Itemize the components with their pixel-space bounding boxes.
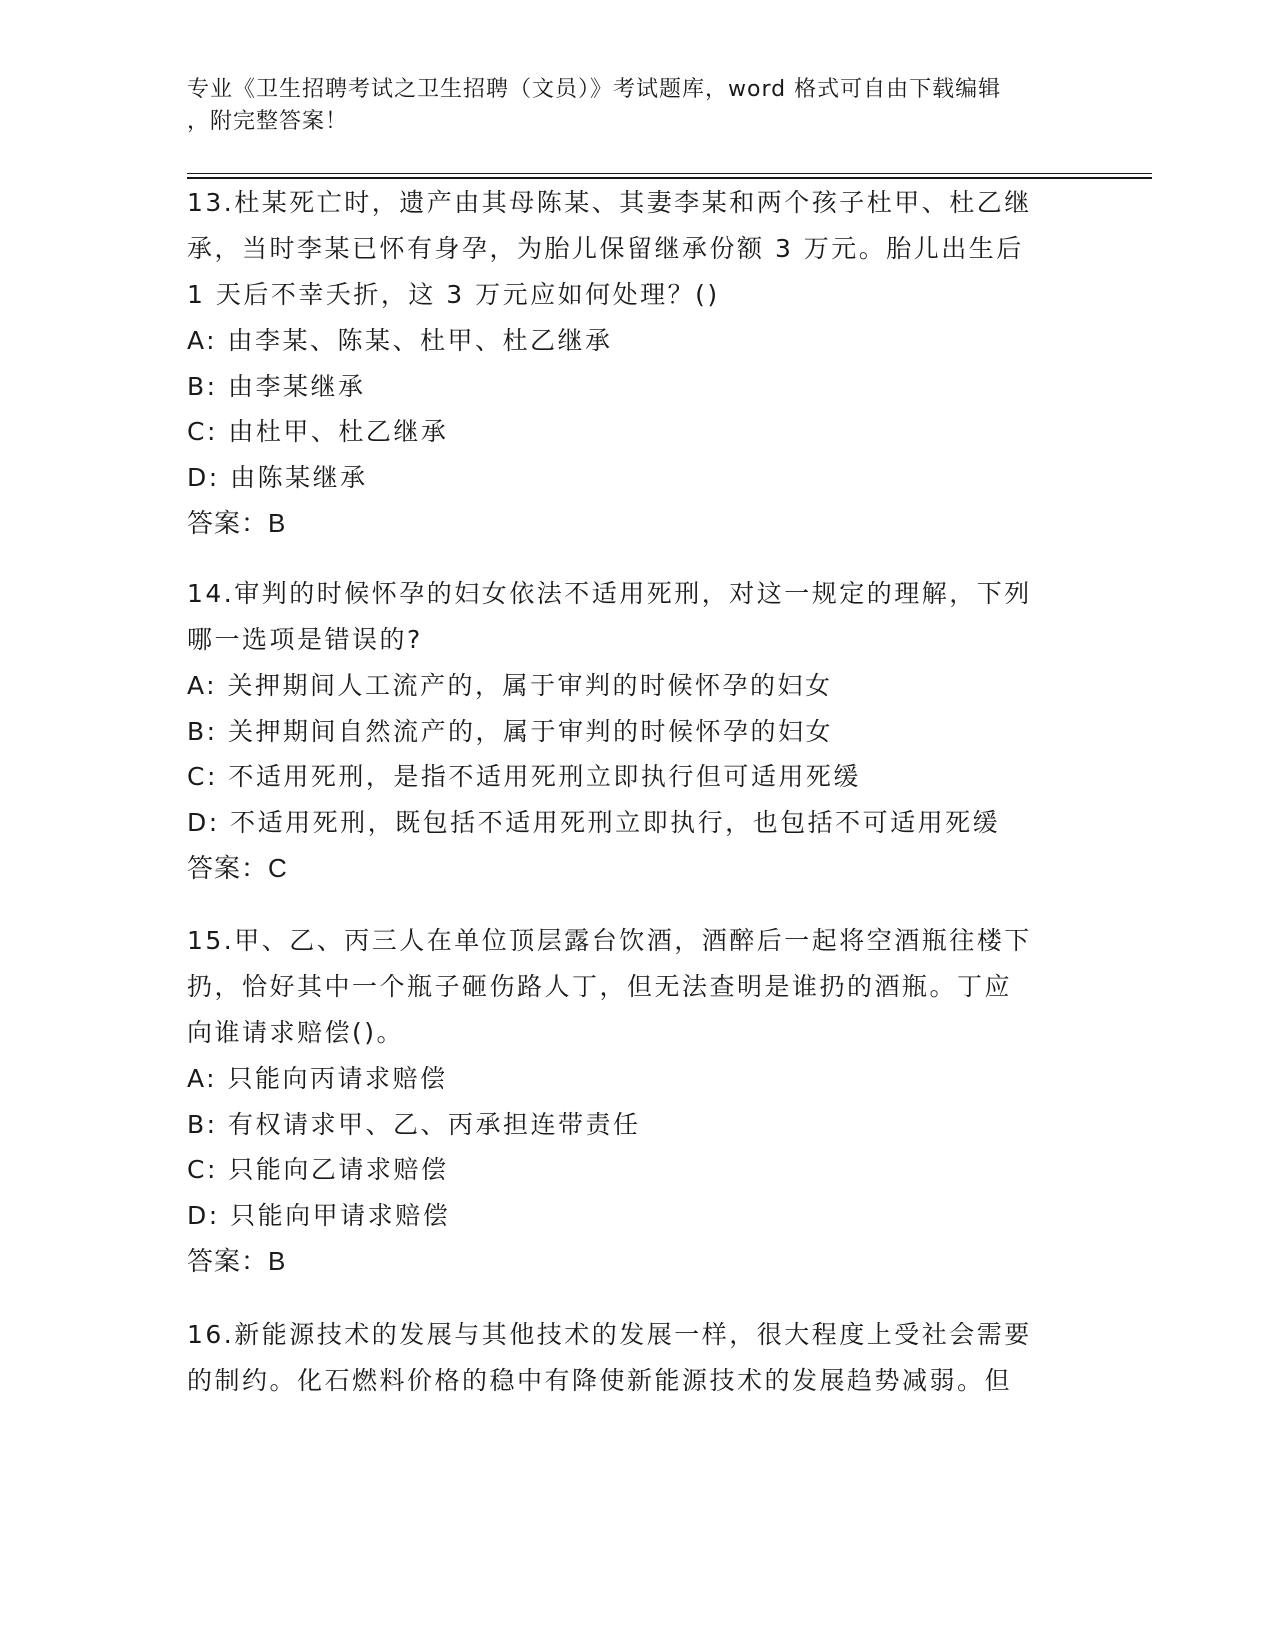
question-stem-line: 扔，恰好其中一个瓶子砸伤路人丁，但无法查明是谁扔的酒瓶。丁应 [187, 972, 1013, 1001]
question-stem-line: 向谁请求赔偿()。 [187, 1018, 405, 1047]
option-d: D: 只能向甲请求赔偿 [187, 1200, 451, 1230]
question-stem-line: 15.甲、乙、丙三人在单位顶层露台饮酒，酒醉后一起将空酒瓶往楼下 [187, 926, 1032, 955]
answer-line: 答案：B [187, 508, 287, 538]
question-stem-line: 承，当时李某已怀有身孕，为胎儿保留继承份额 3 万元。胎儿出生后 [187, 234, 1024, 263]
header-line-2: ，附完整答案！ [187, 109, 349, 134]
option-b: B: 由李某继承 [187, 371, 366, 401]
header-divider-thin [187, 173, 1152, 174]
option-d: D: 由陈某继承 [187, 462, 368, 492]
document-header [187, 74, 1067, 138]
question-stem-line: 哪一选项是错误的? [187, 625, 423, 654]
answer-line: 答案：C [187, 853, 288, 883]
header-divider-thick [187, 177, 1152, 179]
option-c: C: 由杜甲、杜乙继承 [187, 417, 449, 446]
question-stem-line: 14.审判的时候怀孕的妇女依法不适用死刑，对这一规定的理解，下列 [187, 579, 1032, 608]
header-line-1: 专业《卫生招聘考试之卫生招聘（文员）》考试题库，word 格式可自由下载编辑 [187, 77, 1002, 102]
option-a: A: 只能向丙请求赔偿 [187, 1064, 448, 1093]
question-15 [187, 918, 1087, 1284]
question-stem-line: 1 天后不幸夭折，这 3 万元应如何处理？() [187, 280, 720, 309]
question-13 [187, 180, 1087, 546]
question-stem-line: 的制约。化石燃料价格的稳中有降使新能源技术的发展趋势减弱。但 [187, 1366, 1013, 1395]
option-a: A: 关押期间人工流产的，属于审判的时候怀孕的妇女 [187, 671, 833, 700]
option-b: B: 有权请求甲、乙、丙承担连带责任 [187, 1109, 641, 1139]
option-c: C: 只能向乙请求赔偿 [187, 1155, 449, 1184]
option-c: C: 不适用死刑，是指不适用死刑立即执行但可适用死缓 [187, 762, 861, 791]
option-a: A: 由李某、陈某、杜甲、杜乙继承 [187, 326, 613, 355]
option-b: B: 关押期间自然流产的，属于审判的时候怀孕的妇女 [187, 716, 834, 746]
option-d: D: 不适用死刑，既包括不适用死刑立即执行，也包括不可适用死缓 [187, 807, 1001, 837]
question-stem-line: 13.杜某死亡时，遗产由其母陈某、其妻李某和两个孩子杜甲、杜乙继 [187, 188, 1032, 217]
question-stem-line: 16.新能源技术的发展与其他技术的发展一样，很大程度上受社会需要 [187, 1320, 1032, 1349]
question-14 [187, 571, 1087, 891]
question-16 [187, 1312, 1087, 1404]
answer-line: 答案：B [187, 1246, 287, 1276]
